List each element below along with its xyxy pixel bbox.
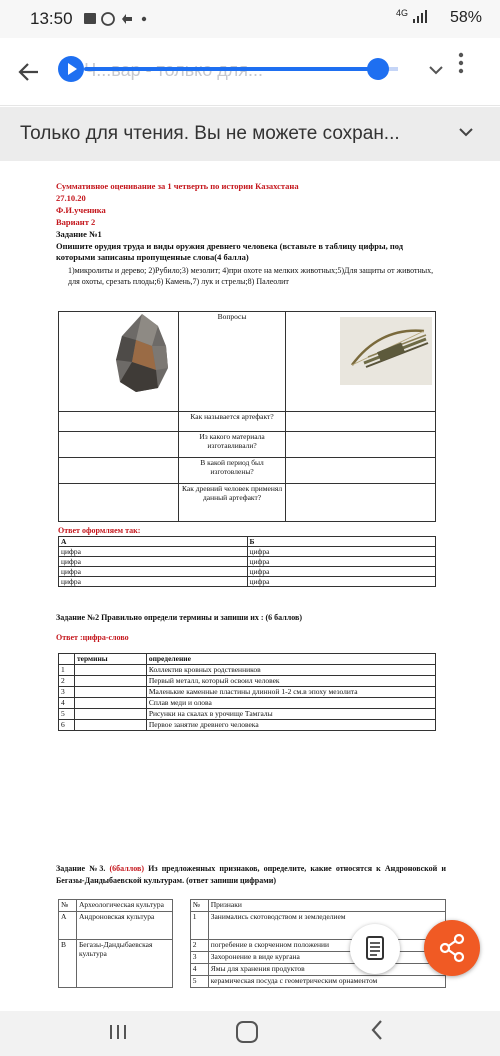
answer-cell: цифра [59, 557, 248, 567]
culture-name: Андроновская культура [76, 912, 172, 940]
status-time: 13:50 [30, 9, 73, 28]
answer-cell: цифра [247, 547, 436, 557]
terms-table [58, 653, 436, 731]
definition-header: определение [146, 654, 435, 665]
definition-cell: Коллектив кровных родственников [146, 665, 435, 676]
row-number: 6 [59, 720, 75, 731]
task1-text: Опишите орудия труда и виды оружия древнего человека (вставьте в таблицу цифры, под которыми записаны пропущенные слова(4 балла) [56, 241, 404, 262]
read-only-text: Только для чтения. Вы не можете сохран... [20, 123, 400, 144]
document-page [0, 161, 500, 1011]
signal-icon [412, 10, 430, 27]
col-a-header: А [59, 537, 248, 547]
doc-date: 27.10.20 [56, 193, 86, 203]
answer-cell: цифра [247, 557, 436, 567]
sign-number: 4 [190, 964, 208, 976]
task1-title: Задание №1 [56, 229, 102, 239]
answer-cell: цифра [247, 577, 436, 587]
chevron-down-icon[interactable] [428, 56, 444, 82]
row-number: 4 [59, 698, 75, 709]
row-number: 3 [59, 687, 75, 698]
arrow-left-icon[interactable] [18, 58, 40, 89]
task1-options: 1)микролиты и дерево; 2)Рубило;3) мезолит; 4)при охоте на мелких животных;5)Для защиты от животных, для охоты, срезать плоды;6) Камень,7) лук и стрелы;8) Палеолит [68, 266, 434, 286]
definition-cell: Маленькие каменные пластины длинной 1-2 см.в эпоху мезолита [146, 687, 435, 698]
doc-variant: Вариант 2 [56, 217, 96, 227]
task3-points: (6баллов) [109, 864, 144, 873]
culture-name: Бегазы-Дандыбаевская культура [76, 940, 172, 988]
sign-number: 5 [190, 976, 208, 988]
task3-body: Из предложенных признаков, определите, какие относятся к Андроновской и Бегазы-Дандыбаевской культурам. (ответ запиши цифрами) [56, 864, 447, 885]
col-b-header: Б [247, 537, 436, 547]
question-cell: Как древний человек применял данный артефакт? [178, 484, 286, 522]
back-nav-icon[interactable] [370, 1019, 384, 1047]
task2-title: Задание №2 Правильно определи термины и запиши их : (6 баллов) [56, 613, 302, 622]
read-only-banner[interactable] [0, 107, 500, 161]
task3-prefix: Задание №3. [56, 864, 106, 873]
home-icon[interactable] [236, 1021, 258, 1043]
row-number: 2 [59, 676, 75, 687]
answer-cell: цифра [59, 567, 248, 577]
play-icon[interactable] [58, 56, 84, 82]
answer-format-label: Ответ оформляем так: [58, 526, 141, 535]
battery-percent: 58% [449, 9, 482, 26]
terms-header: термины [74, 654, 146, 665]
signs-header: Признаки [208, 900, 445, 912]
recents-icon[interactable] [108, 1023, 128, 1046]
network-indicator: 4G [395, 8, 408, 18]
chevron-down-icon[interactable] [458, 121, 474, 144]
sign-number: 3 [190, 952, 208, 964]
status-bar [0, 0, 500, 38]
sign-text: погребение в скорченном положении [208, 940, 445, 952]
definition-cell: Первое занятие древнего человека [146, 720, 435, 731]
notification-icons [84, 11, 154, 30]
row-number: 5 [59, 709, 75, 720]
task3-text [56, 863, 446, 887]
system-nav-bar [0, 1011, 500, 1056]
audio-progress-thumb[interactable] [367, 58, 389, 80]
sign-number: 2 [190, 940, 208, 952]
no-header: № [59, 900, 77, 912]
culture-letter: А [59, 912, 77, 940]
doc-heading: Суммативное оценивание за 1 четверть по истории Казахстана [56, 181, 299, 191]
questions-header: Вопросы [178, 312, 286, 412]
definition-cell: Сплав меди и олова [146, 698, 435, 709]
definition-cell: Рисунки на скалах в урочище Тамгалы [146, 709, 435, 720]
document-icon[interactable] [350, 924, 400, 974]
share-icon[interactable] [424, 920, 480, 976]
sign-number: 1 [190, 912, 208, 940]
bow-arrows-image [340, 317, 432, 385]
answer-cell: цифра [59, 577, 248, 587]
stone-tool-image [112, 312, 172, 394]
sign-text: Ямы для хранения продуктов [208, 964, 445, 976]
question-cell: В какой период был изготовлены? [178, 458, 286, 484]
question-cell: Из какого материала изготавливали? [178, 432, 286, 458]
question-cell: Как называется артефакт? [178, 412, 286, 432]
sign-text: Занимались скотоводством и земледелием [208, 912, 445, 940]
task2-answer-format: Ответ :цифра-слово [56, 633, 129, 642]
answer-cell: цифра [247, 567, 436, 577]
audio-progress-bar[interactable] [84, 67, 380, 71]
sign-text: керамическая посуда с геометрическим орнаментом [208, 976, 445, 988]
row-number: 1 [59, 665, 75, 676]
no2-header: № [190, 900, 208, 912]
culture-letter: В [59, 940, 77, 988]
answer-cell: цифра [59, 547, 248, 557]
culture-header: Археологическая культура [76, 900, 172, 912]
definition-cell: Первый металл, который освоил человек [146, 676, 435, 687]
doc-toolbar [0, 38, 500, 106]
sign-text: Захоронение в виде кургана [208, 952, 445, 964]
doc-student-name: Ф.И.ученика [56, 205, 106, 215]
kebab-icon[interactable] [458, 52, 464, 74]
answer-table [58, 536, 436, 587]
